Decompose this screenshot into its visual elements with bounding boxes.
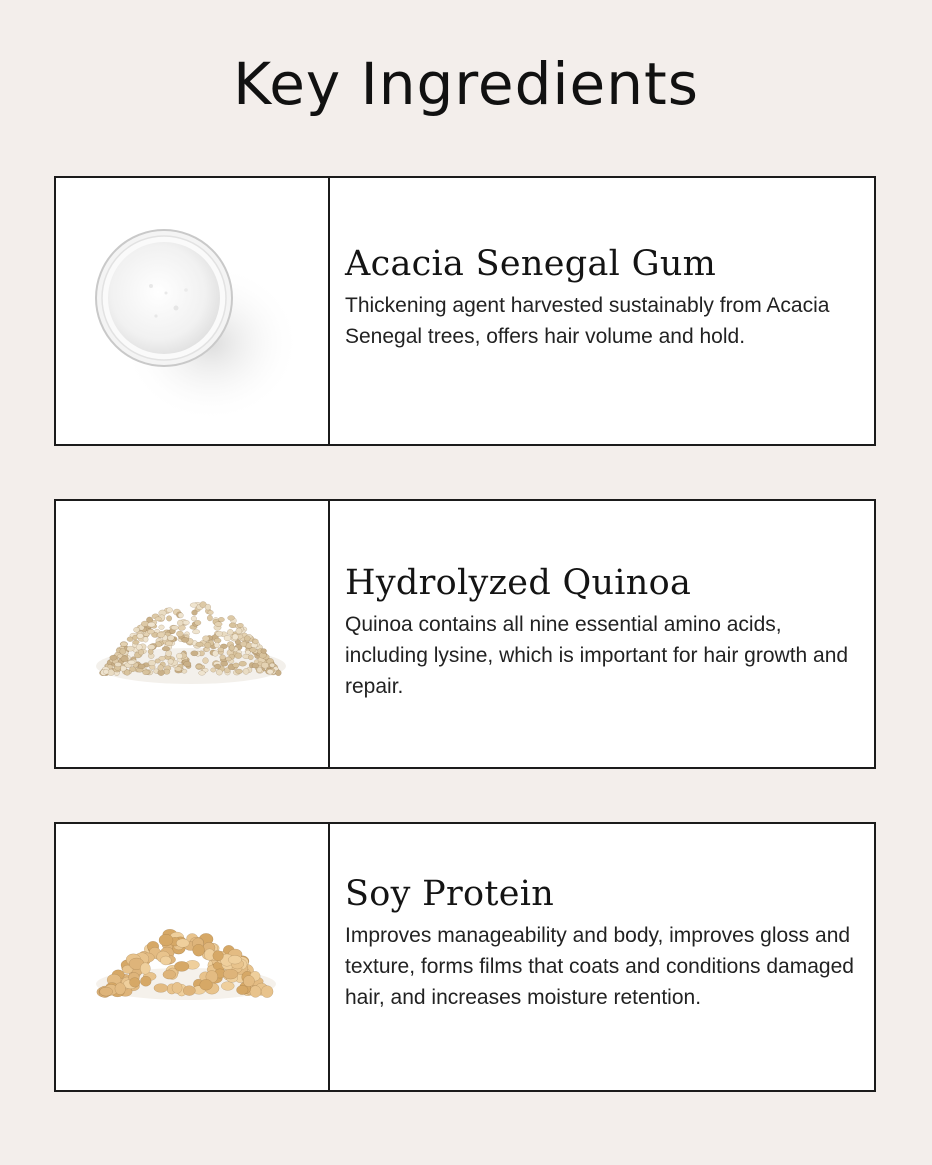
seed-grain [261,649,267,654]
ingredient-name: Acacia Senegal Gum [345,244,717,284]
seed-grain [223,969,238,979]
seed-grain [233,663,239,668]
seed-grain [226,657,232,661]
seed-grain [235,653,242,659]
seed-grain [228,955,241,964]
seed-grain [121,656,129,662]
ingredient-text [345,563,855,702]
seed-grain [159,625,165,630]
seed-grain [232,634,238,640]
seed-grain [176,653,182,659]
seed-grain [216,631,223,636]
seed-grain [157,632,165,638]
seed-grain [257,667,262,673]
seed-grain [166,616,171,622]
seed-grain [215,622,223,627]
seed-grain [183,620,190,625]
seed-grain [162,646,170,651]
bowl-of-white-powder-image [56,178,328,444]
seed-grain [148,629,155,634]
ingredient-card-acacia [54,176,876,446]
seed-grain [181,637,188,642]
seed-grain [205,604,211,610]
seed-grain [165,641,172,646]
seed-grain [276,670,282,676]
seed-grain [248,655,253,660]
seed-grain [203,636,210,642]
seed-grain [137,633,144,638]
seed-grain [115,983,126,995]
ingredient-text [345,244,855,352]
seed-grain [167,635,174,640]
seed-grain [216,669,222,675]
seed-grain [243,976,254,987]
seed-grain [228,616,235,621]
seed-grain [199,671,206,676]
seed-grain [115,662,122,667]
seed-grain [208,610,214,614]
seed-grain [127,637,133,642]
pile-of-quinoa-seeds-image [56,501,328,767]
seed-grain [166,608,172,613]
seed-grain [172,982,182,993]
seed-grain [243,668,249,674]
seed-grain [253,639,259,644]
seed-grain [140,963,150,975]
seed-grain [159,656,166,660]
seed-grain [239,661,247,666]
seed-grain [236,628,242,634]
ingredient-image-cell [56,824,330,1090]
seed-grain [227,629,233,635]
seed-grain [140,976,151,986]
seed-grain [176,939,189,948]
seed-grain [200,979,213,990]
seed-grain [221,982,234,991]
ingredient-image-cell [56,501,330,767]
seed-grain [212,651,218,657]
seed-grain [218,647,224,652]
seed-grain [229,645,234,651]
seed-grain [155,617,162,621]
seed-grain [163,970,176,979]
ingredient-description: Quinoa contains all nine essential amino acids, including lysine, which is important for hair growth and repair. [345,613,849,698]
seed-grain [183,986,195,996]
seed-grain [148,622,156,627]
seed-grain [130,978,141,988]
seed-grain [143,637,148,643]
seed-grain [250,648,257,653]
seed-grain [128,660,135,664]
seed-grain [120,648,126,654]
seed-grain [240,641,246,646]
ingredient-image-cell [56,178,330,444]
seed-grain [168,659,174,664]
seed-grain [177,620,183,626]
seed-grain [100,987,113,996]
seed-grain [213,951,224,961]
seed-grain [138,664,145,669]
seed-grain [252,663,259,668]
seed-grain [192,630,199,634]
seed-grain [207,615,212,621]
seed-grain [237,623,243,627]
seed-grain [236,669,243,674]
seed-grain [270,663,275,667]
seed-grain [205,642,211,648]
seed-grain [124,670,130,676]
seed-grain [178,613,183,618]
seed-grain [221,661,228,666]
ingredient-name: Soy Protein [345,874,555,914]
page-title: Key Ingredients [233,50,699,118]
seed-grain [175,667,182,672]
seed-grain [192,610,198,615]
seed-grain [158,665,164,671]
ingredient-text [345,874,855,1013]
seed-grain [127,646,135,651]
seed-grain [196,664,203,669]
seed-grain [220,655,226,660]
seed-grain [133,640,140,644]
seed-grain [261,986,273,998]
seed-grain [154,984,168,993]
seed-grain [160,956,171,965]
seed-grain [193,944,205,956]
seed-grain [159,934,173,946]
seed-grain [261,662,269,668]
seed-grain [143,670,150,675]
ingredient-name: Hydrolyzed Quinoa [345,563,692,603]
seed-grain [196,642,204,646]
seed-grain [224,635,231,641]
seed-grain [191,651,198,656]
seed-grain [215,664,221,669]
seed-grain [183,661,191,667]
seed-grain [110,655,117,660]
seed-grain [171,625,178,630]
seed-grain [103,669,109,674]
seed-grain [203,658,209,664]
seed-grain [174,961,189,971]
seed-grain [237,985,249,994]
ingredient-card-quinoa [54,499,876,769]
seed-grain [148,660,155,666]
ingredient-card-soy [54,822,876,1092]
seed-grain [250,986,261,998]
seed-grain [166,650,172,656]
ingredient-description: Improves manageability and body, improves gloss and texture, forms films that coats and conditions damaged hair, and increases moisture retention. [345,924,854,1009]
seed-grain [176,631,183,637]
seed-grain [191,616,197,621]
seed-grain [138,649,143,655]
pile-of-soybeans-image [56,824,328,1090]
seed-grain [214,642,219,648]
seed-grain [267,669,273,674]
seed-grain [244,636,250,641]
seed-grain [120,642,127,647]
ingredient-description: Thickening agent harvested sustainably from Acacia Senegal trees, offers hair volume and hold. [345,294,830,348]
seed-grain [148,644,155,649]
seed-grain [194,620,201,625]
